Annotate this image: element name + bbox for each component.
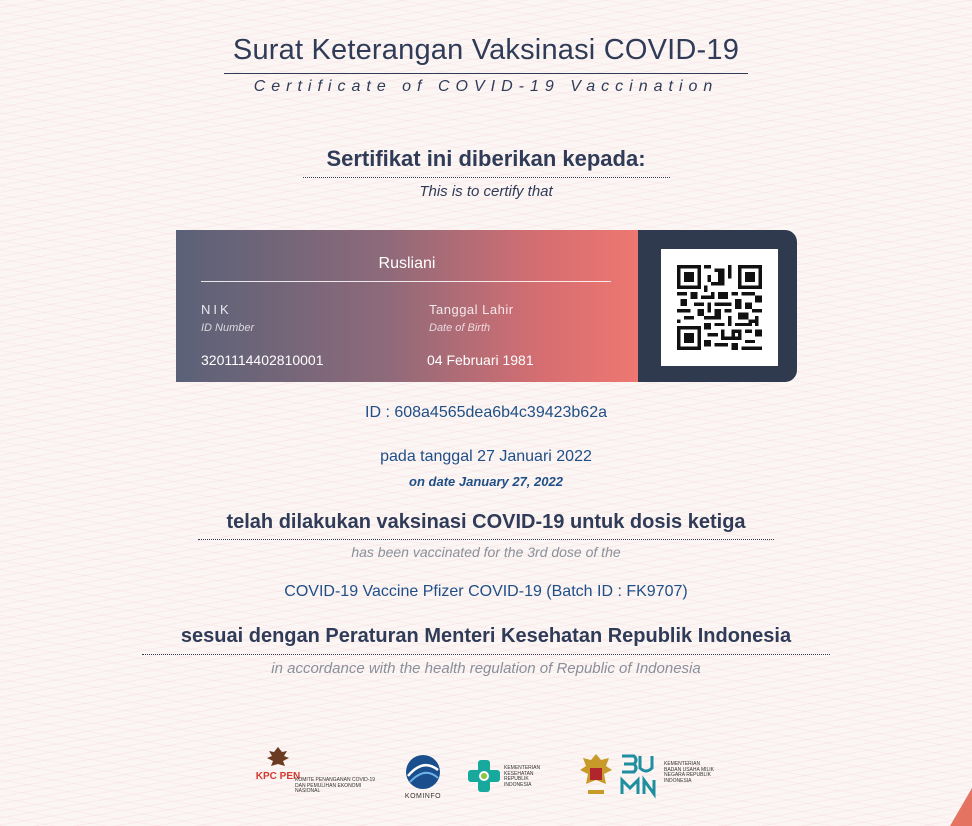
vaccination-statement: telah dilakukan vaksinasi COVID-19 untuk dosis ketiga (226, 511, 746, 533)
bumn-text: KEMENTERIAN BADAN USAHA MILIK NEGARA REPUBLIK INDONESIA (664, 761, 715, 784)
dob-value: 04 Februari 1981 (427, 352, 534, 368)
kemenkes-emblem-icon (466, 756, 502, 796)
certificate-id: ID : 608a4565dea6b4c39423b62a (365, 404, 607, 421)
kominfo-text: KOMINFO (404, 793, 442, 800)
dob-label: Tanggal Lahir (429, 302, 514, 317)
corner-accent (950, 788, 972, 826)
vaccine-name: COVID-19 Vaccine Pfizer COVID-19 (Batch ID : FK9707) (284, 583, 688, 600)
holder-card-info-panel (176, 230, 638, 382)
certificate-title: Surat Keterangan Vaksinasi COVID-19 (232, 34, 740, 66)
vaccination-date-en: on date January 27, 2022 (409, 474, 563, 489)
kominfo-emblem-icon (398, 752, 448, 792)
certify-divider (303, 177, 670, 178)
nik-value: 3201114402810001 (201, 352, 324, 368)
kominfo-logo (398, 752, 448, 804)
qr-code-icon (677, 265, 762, 350)
holder-card (176, 230, 797, 382)
kpcpen-logo (255, 744, 383, 800)
bumn-logo (578, 750, 718, 802)
qr-code[interactable] (661, 249, 778, 366)
svg-text:KPC PEN: KPC PEN (255, 771, 301, 782)
regulation-divider (142, 654, 830, 655)
certificate-subtitle: Certificate of COVID-19 Vaccination (253, 78, 719, 95)
bumn-wordmark-icon (618, 750, 660, 800)
garuda-pancasila-icon (578, 750, 614, 800)
regulation-statement: sesuai dengan Peraturan Menteri Kesehatan Republik Indonesia (180, 625, 792, 647)
vaccination-statement-en: has been vaccinated for the 3rd dose of the (351, 544, 621, 560)
vaccination-date: pada tanggal 27 Januari 2022 (380, 448, 592, 465)
certify-heading: Sertifikat ini diberikan kepada: (326, 146, 646, 171)
garuda-icon (255, 744, 301, 800)
holder-name: Rusliani (378, 255, 436, 272)
vaccination-divider (198, 539, 774, 540)
certify-heading-en: This is to certify that (419, 183, 553, 200)
nik-label: NIK (201, 302, 232, 317)
nik-sublabel: ID Number (201, 322, 255, 334)
holder-name-divider (201, 281, 611, 282)
kemenkes-text: KEMENTERIAN KESEHATAN REPUBLIK INDONESIA (504, 765, 541, 788)
dob-sublabel: Date of Birth (429, 322, 491, 334)
kpcpen-text: KOMITE PENANGANAN COVID-19 DAN PEMULIHAN EKONOMI NASIONAL (295, 777, 376, 794)
regulation-statement-en: in accordance with the health regulation of Republic of Indonesia (271, 660, 701, 677)
kemenkes-logo (466, 756, 556, 800)
title-divider (224, 73, 748, 74)
